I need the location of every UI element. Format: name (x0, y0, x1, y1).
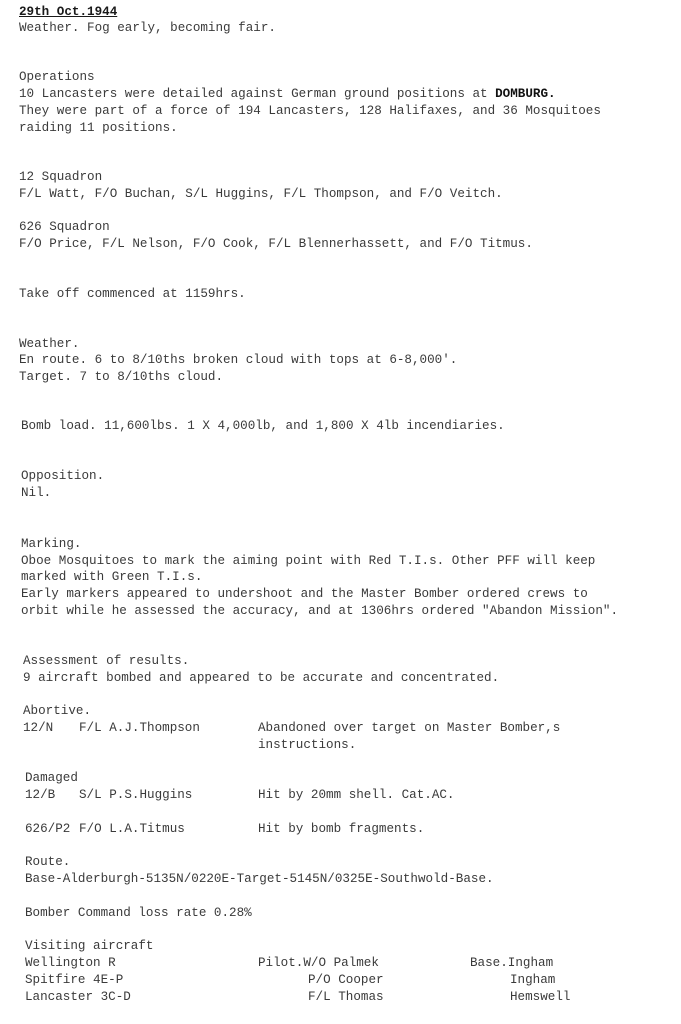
abortive-aircraft: 12/N (23, 721, 54, 735)
opposition-heading: Opposition. (21, 469, 105, 483)
operations-heading: Operations (19, 70, 95, 84)
operations-line-2: They were part of a force of 194 Lancasters, 128 Halifaxes, and 36 Mosquitoes (19, 104, 601, 118)
visiting-base: Base.Ingham (470, 956, 554, 970)
visiting-aircraft: Wellington R (25, 956, 116, 970)
squadron-name: 626 Squadron (19, 220, 110, 234)
entry-date: 29th Oct.1944 (19, 5, 118, 19)
squadron-crews: F/L Watt, F/O Buchan, S/L Huggins, F/L Thompson, and F/O Veitch. (19, 187, 503, 201)
damaged-pilot: S/L P.S.Huggins (79, 788, 193, 802)
target-name: DOMBURG. (495, 87, 556, 101)
operations-line-1-text: 10 Lancasters were detailed against German ground positions at (19, 87, 496, 101)
damaged-aircraft: 626/P2 (25, 822, 71, 836)
marking-heading: Marking. (21, 537, 82, 551)
takeoff-time: Take off commenced at 1159hrs. (19, 287, 246, 301)
weather-summary: Weather. Fog early, becoming fair. (19, 21, 276, 35)
weather-target: Target. 7 to 8/10ths cloud. (19, 370, 224, 384)
opposition-value: Nil. (21, 486, 52, 500)
operations-line-3: raiding 11 positions. (19, 121, 178, 135)
damaged-note: Hit by bomb fragments. (258, 822, 425, 836)
abortive-note: Abandoned over target on Master Bomber,s (258, 721, 561, 735)
assessment-heading: Assessment of results. (23, 654, 190, 668)
weather-en-route: En route. 6 to 8/10ths broken cloud with tops at 6-8,000'. (19, 353, 458, 367)
visiting-pilot: Pilot.W/O Palmek (258, 956, 379, 970)
abortive-note: instructions. (258, 738, 357, 752)
visiting-base: Ingham (510, 973, 556, 987)
visiting-pilot: F/L Thomas (308, 990, 384, 1004)
marking-line: Early markers appeared to undershoot and the Master Bomber ordered crews to (21, 587, 588, 601)
squadron-name: 12 Squadron (19, 170, 103, 184)
assessment-value: 9 aircraft bombed and appeared to be accurate and concentrated. (23, 671, 500, 685)
damaged-heading: Damaged (25, 771, 78, 785)
damaged-aircraft: 12/B (25, 788, 56, 802)
marking-line: orbit while he assessed the accuracy, and at 1306hrs ordered "Abandon Mission". (21, 604, 619, 618)
marking-line: Oboe Mosquitoes to mark the aiming point with Red T.I.s. Other PFF will keep (21, 554, 596, 568)
weather-heading: Weather. (19, 337, 80, 351)
visiting-heading: Visiting aircraft (25, 939, 154, 953)
abortive-pilot: F/L A.J.Thompson (79, 721, 200, 735)
loss-rate: Bomber Command loss rate 0.28% (25, 906, 252, 920)
route-value: Base-Alderburgh-5135N/0220E-Target-5145N/0325E-Southwold-Base. (25, 872, 494, 886)
damaged-pilot: F/O L.A.Titmus (79, 822, 185, 836)
visiting-aircraft: Spitfire 4E-P (25, 973, 124, 987)
visiting-base: Hemswell (510, 990, 571, 1004)
squadron-crews: F/O Price, F/L Nelson, F/O Cook, F/L Blennerhassett, and F/O Titmus. (19, 237, 533, 251)
visiting-pilot: P/O Cooper (308, 973, 384, 987)
abortive-heading: Abortive. (23, 704, 92, 718)
marking-line: marked with Green T.I.s. (21, 570, 203, 584)
bomb-load: Bomb load. 11,600lbs. 1 X 4,000lb, and 1,800 X 4lb incendiaries. (21, 419, 505, 433)
damaged-note: Hit by 20mm shell. Cat.AC. (258, 788, 455, 802)
route-heading: Route. (25, 855, 71, 869)
visiting-aircraft: Lancaster 3C-D (25, 990, 131, 1004)
operations-line-1 (19, 86, 556, 103)
